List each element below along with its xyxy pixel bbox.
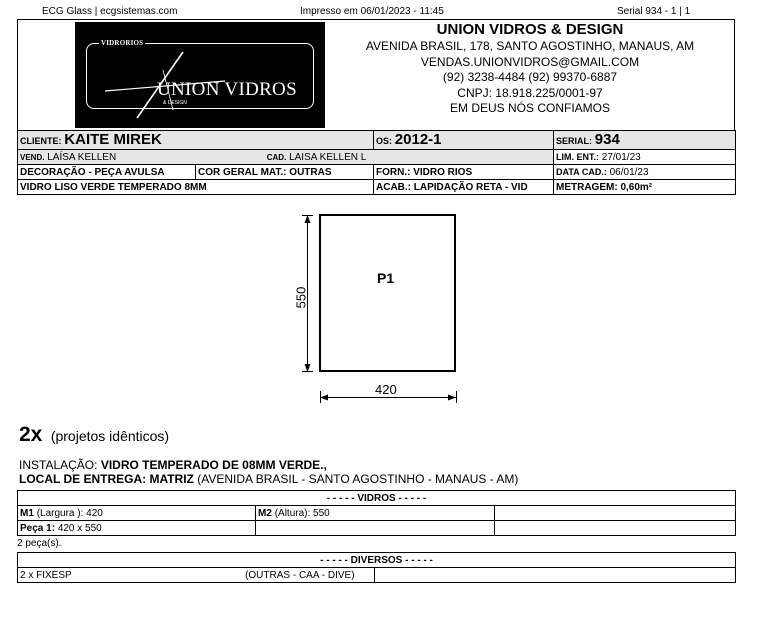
company-name: UNION VIDROS & DESIGN (436, 21, 624, 38)
company-email: VENDAS.UNIONVIDROS@GMAIL.COM (420, 54, 640, 69)
m1-label: M1 (20, 507, 34, 519)
piece-label: P1 (377, 270, 395, 286)
supplier-cell: FORN.: VIDRO RIOS (374, 165, 554, 180)
register-date-value: 06/01/23 (609, 166, 649, 178)
width-dimension-label: 420 (375, 382, 397, 397)
height-dimension-label: 550 (293, 286, 309, 309)
deadline-cell (554, 150, 736, 165)
client-cell (18, 131, 374, 150)
pieces-count: 2 peça(s). (17, 538, 62, 549)
logo-star-icon (75, 22, 325, 128)
logo-sub-text: & DESIGN (163, 100, 187, 106)
deadline-value: 27/01/23 (601, 151, 641, 163)
company-cnpj: CNPJ: 18.918.225/0001-97 (457, 85, 603, 100)
os-cell (374, 131, 554, 150)
m1-value: (Largura ): 420 (36, 507, 103, 519)
registrar-label: CAD. (266, 152, 287, 162)
misc-item-detail: (OUTRAS - CAA - DIVE) (245, 569, 355, 581)
serial-page: Serial 934 - 1 | 1 (617, 6, 691, 17)
material-color-cell: COR GERAL MAT.: OUTRAS (196, 165, 374, 180)
delivery-label: LOCAL DE ENTREGA: MATRIZ (19, 472, 194, 486)
company-logo (75, 22, 325, 128)
piece-row-label: Peça 1: (20, 522, 56, 534)
serial-number: 934 (594, 130, 620, 148)
glass-table (17, 490, 736, 536)
deadline-label: LIM. ENT.: (556, 151, 599, 162)
empty-cell (495, 506, 736, 521)
empty-cell (256, 521, 495, 536)
serial-cell (554, 131, 736, 150)
quantity-count: 2x (19, 423, 43, 446)
empty-cell (375, 568, 736, 583)
os-number: 2012-1 (394, 130, 442, 148)
piece-row-value: 420 x 550 (57, 522, 102, 534)
glass-table-header: - - - - - VIDROS - - - - - (18, 491, 736, 506)
misc-table-header: - - - - - DIVERSOS - - - - - (18, 553, 736, 568)
project-quantity (19, 423, 169, 447)
misc-item: 2 x FIXESP (20, 569, 72, 581)
area-cell: METRAGEM: 0,60m² (554, 180, 736, 195)
measure-m2-cell (256, 506, 495, 521)
m2-label: M2 (258, 507, 272, 519)
serial-label: SERIAL: (556, 135, 592, 146)
order-info-grid (17, 130, 736, 195)
decoration-cell: DECORAÇÃO - PEÇA AVULSA (18, 165, 196, 180)
logo-main-text: UNION VIDROS (157, 79, 297, 100)
installation-value: VIDRO TEMPERADO DE 08MM VERDE., (100, 458, 327, 472)
company-motto: EM DEUS NÓS CONFIAMOS (449, 101, 610, 115)
installation-label: INSTALAÇÃO: (19, 458, 98, 472)
measure-m1-cell (18, 506, 256, 521)
app-credit: ECG Glass | ecgsistemas.com (42, 6, 178, 17)
logo-top-text: VIDRORIOS (101, 39, 144, 47)
client-label: CLIENTE: (20, 135, 62, 146)
m2-value: (Altura): 550 (274, 507, 330, 519)
register-date-label: DATA CAD.: (556, 166, 607, 177)
register-date-cell (554, 165, 736, 180)
print-timestamp: Impresso em 06/01/2023 - 11:45 (300, 6, 444, 17)
seller-label: VEND. (20, 152, 45, 162)
os-label: OS: (376, 135, 393, 146)
misc-item-cell (18, 568, 375, 583)
delivery-address: (AVENIDA BRASIL - SANTO AGOSTINHO - MANAUS - AM) (197, 472, 519, 486)
finish-cell: ACAB.: LAPIDAÇÃO RETA - VID (374, 180, 554, 195)
company-phones: (92) 3238-4484 (92) 99370-6887 (442, 70, 618, 84)
glass-type-cell: VIDRO LISO VERDE TEMPERADO 8MM (18, 180, 374, 195)
empty-cell (495, 521, 736, 536)
registrar-name: LAISA KELLEN L (289, 151, 367, 163)
piece-cell (18, 521, 256, 536)
seller-name: LAÍSA KELLEN (47, 151, 117, 163)
installation-block (19, 458, 518, 486)
seller-cell (18, 150, 554, 165)
glass-piece-drawing (319, 214, 456, 372)
company-address: AVENIDA BRASIL, 178, SANTO AGOSTINHO, MANAUS, AM (365, 39, 695, 53)
quantity-description: (projetos idênticos) (50, 428, 170, 444)
company-info (330, 21, 730, 117)
client-name: KAITE MIREK (64, 130, 162, 148)
misc-table (17, 552, 736, 583)
